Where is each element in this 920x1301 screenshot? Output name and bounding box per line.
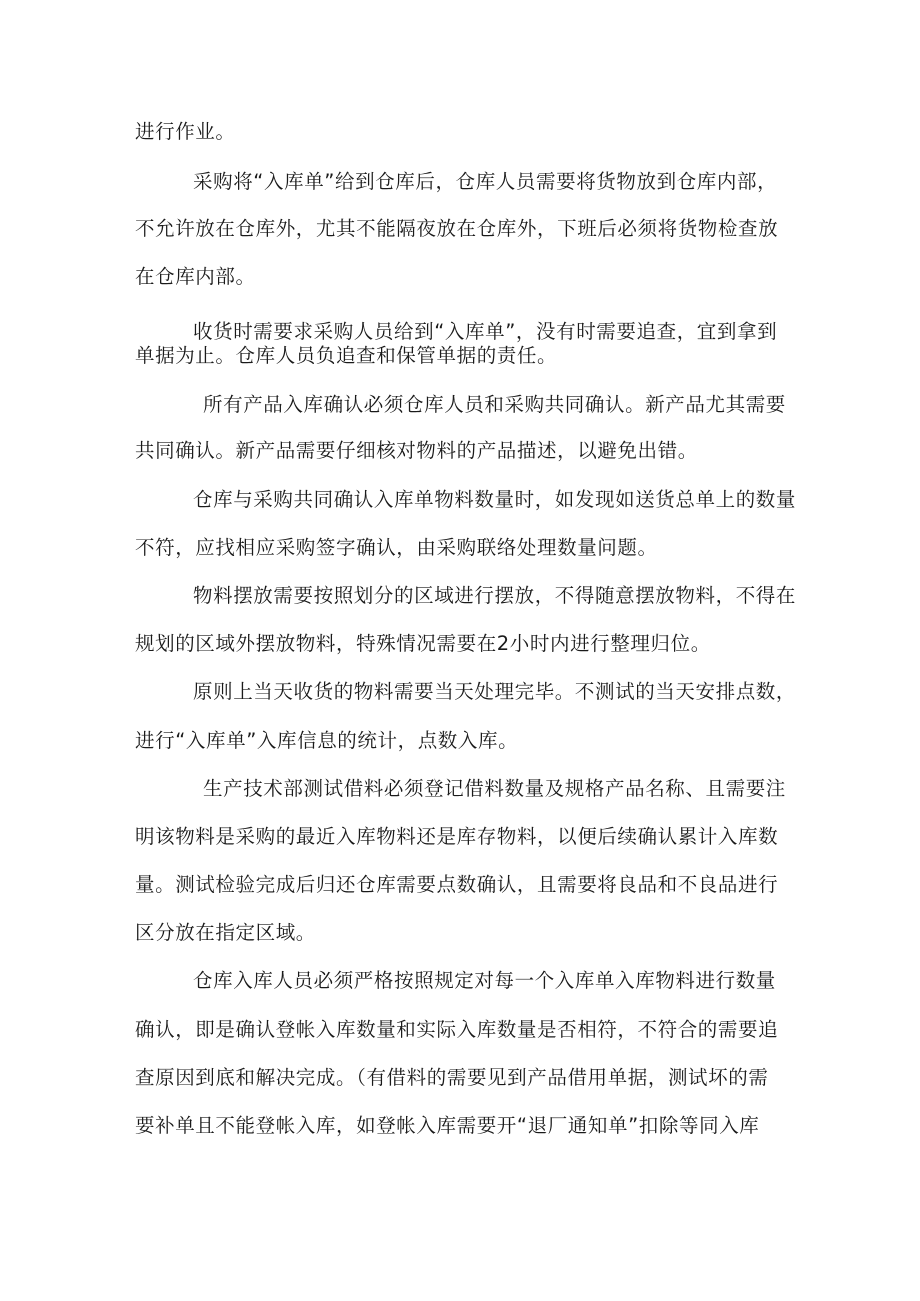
text-line: 量。测试检验完成后归还仓库需要点数确认，且需要将良品和不良品进行 bbox=[135, 873, 779, 896]
text-line: 所有产品入库确认必须仓库人员和采购共同确认。新产品尤其需要 bbox=[203, 393, 786, 416]
text-line: 生产技术部测试借料必须登记借料数量及规格产品名称、且需要注 bbox=[203, 777, 786, 800]
text-line: 仓库与采购共同确认入库单物料数量时，如发现如送货总单上的数量 bbox=[193, 488, 797, 511]
text-line: 要补单且不能登帐入库，如登帐入库需要开“退厂通知单”扣除等同入库 bbox=[135, 1114, 760, 1137]
text-line: 采购将“入库单”给到仓库后，仓库人员需要将货物放到仓库内部， bbox=[193, 170, 778, 193]
text-line: 规划的区域外摆放物料，特殊情况需要在2小时内进行整理归位。 bbox=[135, 632, 711, 655]
text-line: 原则上当天收货的物料需要当天处理完毕。不测试的当天安排点数， bbox=[193, 680, 797, 703]
text-line: 不允许放在仓库外，尤其不能隔夜放在仓库外，下班后必须将货物检查放 bbox=[135, 217, 779, 240]
text-line: 不符，应找相应采购签字确认，由采购联络处理数量问题。 bbox=[135, 536, 658, 559]
text-line: 共同确认。新产品需要仔细核对物料的产品描述，以避免出错。 bbox=[135, 439, 698, 462]
text-line: 确认，即是确认登帐入库数量和实际入库数量是否相符，不符合的需要追 bbox=[135, 1018, 779, 1041]
text-line: 在仓库内部。 bbox=[135, 265, 256, 288]
text-line: 区分放在指定区域。 bbox=[135, 921, 316, 944]
text-line: 仓库入库人员必须严格按照规定对每一个入库单入库物料进行数量 bbox=[193, 969, 776, 992]
text-line: 查原因到底和解决完成。（有借料的需要见到产品借用单据，测试坏的需 bbox=[135, 1066, 769, 1089]
text-line: 进行“入库单”入库信息的统计，点数入库。 bbox=[135, 729, 519, 752]
text-line: 进行作业。 bbox=[135, 120, 236, 143]
text-line: 物料摆放需要按照划分的区域进行摆放，不得随意摆放物料，不得在 bbox=[193, 584, 797, 607]
text-line: 收货时需要求采购人员给到“入库单”，没有时需要追查，宜到拿到 bbox=[193, 320, 778, 343]
text-line: 单据为止。仓库人员负追查和保管单据的责任。 bbox=[135, 344, 558, 367]
text-line: 明该物料是采购的最近入库物料还是库存物料，以便后续确认累计入库数 bbox=[135, 825, 779, 848]
